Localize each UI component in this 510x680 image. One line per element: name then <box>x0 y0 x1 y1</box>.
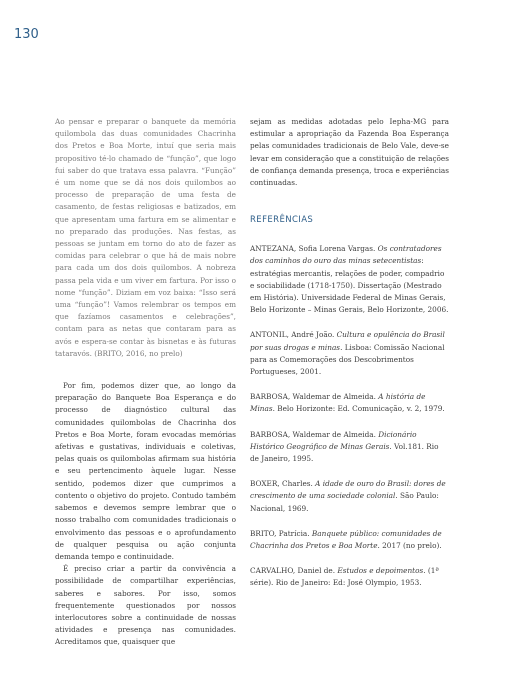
reference-entry: ANTEZANA, Sofia Lorena Vargas. Os contratadores dos caminhos do ouro das minas setecentistas: estratégias mercantis, relações de poder, compadrio e sociabilidade (1718-1750). Dissertação (Mestrado em História). Universidade Federal de Minas Gerais, Belo Horizonte – Minas Gerais, Belo Horizonte, 2006. <box>250 244 449 315</box>
reference-entry: BARBOSA, Waldemar de Almeida. A história de Minas. Belo Horizonte: Ed. Comunicação, v. 2, 1979. <box>250 392 445 414</box>
references-heading: REFERÊNCIAS <box>250 215 314 226</box>
body-paragraph: É preciso criar a partir da convivência a possibilidade de compartilhar experiências, saberes e sabores. Por isso, somos frequentemente questionados por nossos interlocutores sobre a continuidade de nossas atividades e presença nas comunidades. Acreditamos que, quaisquer que <box>55 564 236 647</box>
body-paragraph: Por fim, podemos dizer que, ao longo da preparação do Banquete Boa Esperança e do processo de diagnóstico cultural das comunidades quilombolas de Chacrinha dos Pretos e Boa Morte, foram evocadas memórias afetivas e gustativas, individuais e coletivas, pelas quais os quilombolas afirmam sua história e seu pertencimento àquele lugar. Nesse sentido, podemos dizer que cumprimos a contento o objetivo do projeto. Contudo também sabemos e devemos sempre lembrar que o nosso trabalho com comunidades tradicionais o envolvimento das pessoas e o aprofundamento de qualquer pesquisa ou ação conjunta demanda tempo e continuidade. <box>55 381 236 561</box>
reference-entry: BOXER, Charles. A idade de ouro do Brasil: dores de crescimento de uma sociedade colonial. São Paulo: Nacional, 1969. <box>250 479 446 513</box>
left-column <box>55 116 236 649</box>
reference-entry: BRITO, Patrícia. Banquete público: comunidades de Chacrinha dos Pretos e Boa Morte. 2017 (no prelo). <box>250 528 442 551</box>
right-column <box>250 116 449 603</box>
body-paragraph-continuation: sejam as medidas adotadas pelo Iepha-MG para estimular a apropriação da Fazenda Boa Esperança pelas comunidades tradicionais de Belo Vale, deve-se levar em consideração que a constituição de relações de confiança demanda presença, troca e experiências continuadas. <box>250 117 449 188</box>
page-number: 130 <box>14 27 39 42</box>
reference-entry: BARBOSA, Waldemar de Almeida. Dicionário Histórico Geográfico de Minas Gerais. Vol.181. Rio de Janeiro, 1995. <box>250 429 439 464</box>
block-quote: Ao pensar e preparar o banquete da memória quilombola das duas comunidades Chacrinha dos Pretos e Boa Morte, intuí que seria mais propositivo té-lo chamado de “função”, que logo fui saber do que tratava essa palavra. “Função” é um nome que se dá nos dois quilombos ao processo de preparação de uma festa de casamento, de festas religiosas e batizados, em que apresentam uma fartura em se alimentar e no preparado das produções. Nas festas, as pessoas se juntam em torno do ato de fazer as comidas para celebrar o que há de mais nobre para cada um dos dois quilombos. A nobreza passa pela vida e um viver em fartura. Por isso o nome “função”. Diziam em voz baixa: “Isso será uma “função”! Vamos relembrar os tempos em que fazíamos casamentos e celebrações”, contam para as netas que contaram para as avós e espera-se contar às bisnetas e às futuras tataravós. (BRITO, 2016, no prelo) <box>55 117 236 358</box>
reference-entry: CARVALHO, Daniel de. Estudos e depoimentos. (1ª série). Rio de Janeiro: Ed: José Olympio, 1953. <box>250 566 439 588</box>
reference-entry: ANTONIL, André João. Cultura e opulência do Brasil por suas drogas e minas. Lisboa: Comissão Nacional para as Comemorações dos Descobrimentos Portugueses, 2001. <box>250 330 445 377</box>
references-list <box>250 243 449 589</box>
